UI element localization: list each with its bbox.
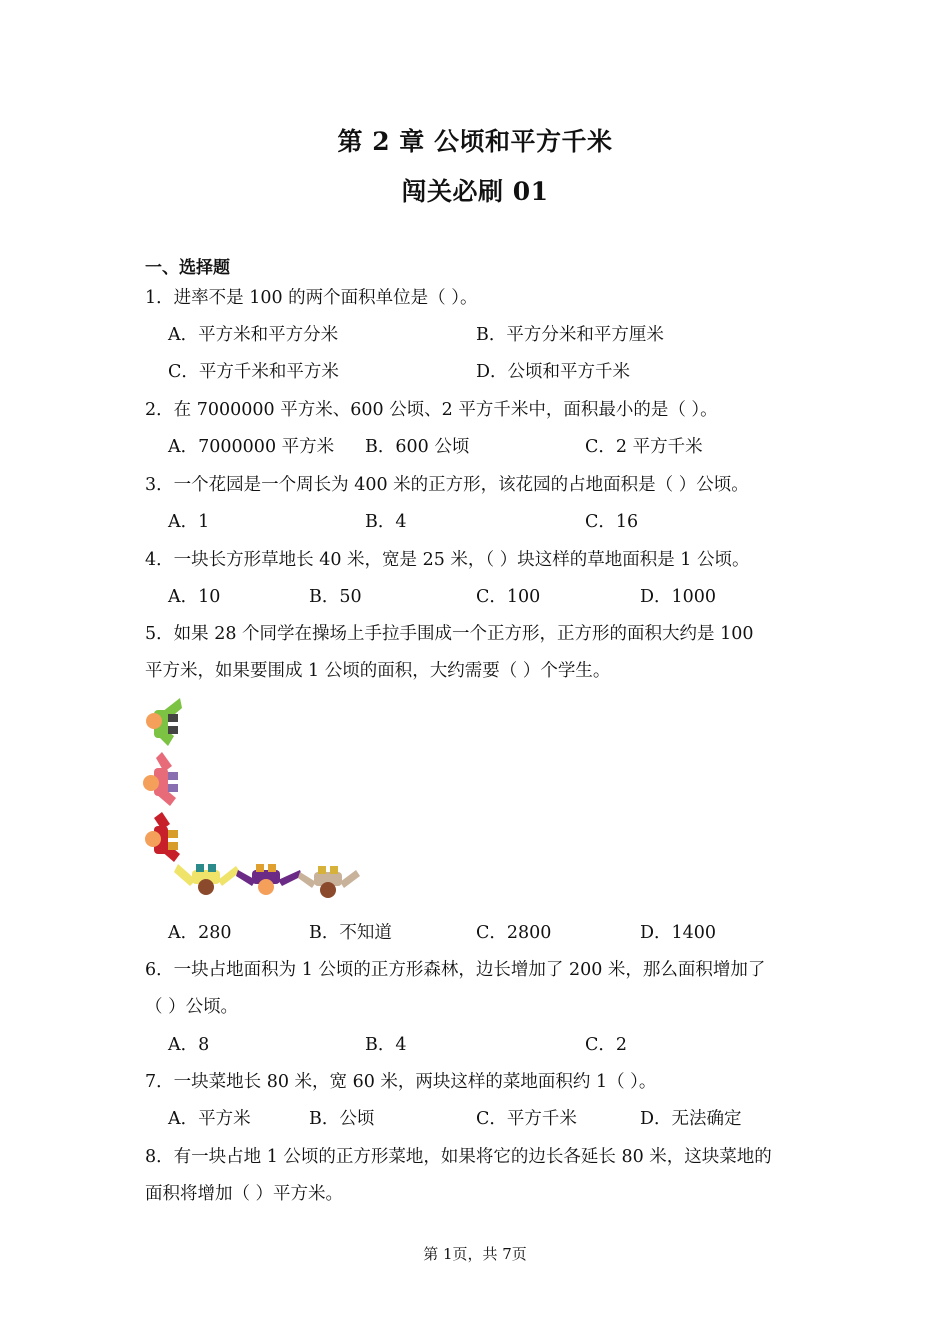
q1-option-d: D．公顷和平方千米 xyxy=(476,362,631,382)
q3-option-b: B．4 xyxy=(365,512,407,532)
q1-option-a: A．平方米和平方分米 xyxy=(168,325,339,345)
q7-option-a: A．平方米 xyxy=(168,1109,251,1129)
q4-option-d: D．1000 xyxy=(640,587,717,607)
q5-option-a: A．280 xyxy=(168,923,232,943)
page-subtitle: 闯关必刷 01 xyxy=(401,177,549,206)
question-7-text: 7．一块菜地长 80 米，宽 60 米，两块这样的菜地面积约 1（ ）。 xyxy=(145,1072,657,1092)
q6-option-a: A．8 xyxy=(168,1035,210,1055)
q4-option-a: A．10 xyxy=(168,587,221,607)
q4-option-b: B．50 xyxy=(309,587,362,607)
child-red xyxy=(145,812,180,862)
question-8-text-line-2: 面积将增加（ ）平方米。 xyxy=(145,1184,344,1204)
question-6-text-line-1: 6．一块占地面积为 1 公顷的正方形森林，边长增加了 200 米，那么面积增加了 xyxy=(145,960,766,980)
question-3-text: 3．一个花园是一个周长为 400 米的正方形，该花园的占地面积是（ ）公顷。 xyxy=(145,475,749,495)
child-yellow xyxy=(174,864,240,895)
child-green xyxy=(146,698,182,746)
q2-option-b: B．600 公顷 xyxy=(365,437,470,457)
section-heading: 一、选择题 xyxy=(145,258,230,278)
question-6-text-line-2: （ ）公顷。 xyxy=(145,997,239,1017)
q1-option-b: B．平方分米和平方厘米 xyxy=(476,325,664,345)
page-footer: 第 1页，共 7页 xyxy=(423,1245,527,1263)
q4-option-c: C．100 xyxy=(476,587,541,607)
child-tan xyxy=(298,866,360,898)
q3-option-a: A．1 xyxy=(168,512,210,532)
q5-option-c: C．2800 xyxy=(476,923,552,943)
question-5-text-line-1: 5．如果 28 个同学在操场上手拉手围成一个正方形，正方形的面积大约是 100 xyxy=(145,624,754,644)
students-holding-hands-illustration xyxy=(140,694,365,909)
chapter-title: 第 2 章 公顷和平方千米 xyxy=(337,127,613,156)
child-pink xyxy=(143,752,178,806)
q5-option-d: D．1400 xyxy=(640,923,717,943)
q7-option-c: C．平方千米 xyxy=(476,1109,577,1129)
q7-option-b: B．公顷 xyxy=(309,1109,375,1129)
q6-option-b: B．4 xyxy=(365,1035,407,1055)
q5-option-b: B．不知道 xyxy=(309,923,392,943)
q6-option-c: C．2 xyxy=(585,1035,628,1055)
q1-option-c: C．平方千米和平方米 xyxy=(168,362,339,382)
q2-option-a: A．7000000 平方米 xyxy=(168,437,335,457)
q2-option-c: C．2 平方千米 xyxy=(585,437,703,457)
question-1-text: 1．进率不是 100 的两个面积单位是（ ）。 xyxy=(145,288,478,308)
question-5-text-line-2: 平方米，如果要围成 1 公顷的面积，大约需要（ ）个学生。 xyxy=(145,661,611,681)
q3-option-c: C．16 xyxy=(585,512,639,532)
child-purple xyxy=(236,864,302,895)
q7-option-d: D．无法确定 xyxy=(640,1109,742,1129)
question-2-text: 2．在 7000000 平方米、600 公顷、2 平方千米中，面积最小的是（ ）。 xyxy=(145,400,718,420)
question-4-text: 4．一块长方形草地长 40 米，宽是 25 米，（ ）块这样的草地面积是 1 公顷。 xyxy=(145,550,750,570)
question-8-text-line-1: 8．有一块占地 1 公顷的正方形菜地，如果将它的边长各延长 80 米，这块菜地的 xyxy=(145,1147,772,1167)
